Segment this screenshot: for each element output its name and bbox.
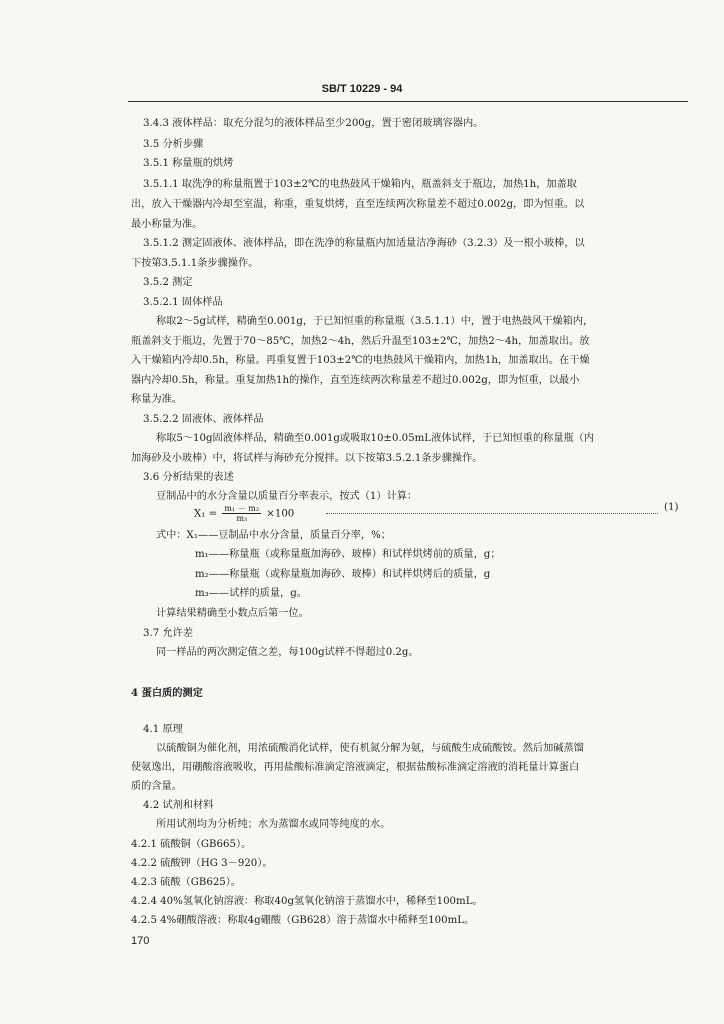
text-line: 式中：X₁——豆制品中水分含量，质量百分率，%； <box>156 530 391 541</box>
formula-tail: ×100 <box>266 508 295 520</box>
text-line: m₁——称量瓶（或称量瓶加海砂、玻棒）和试样烘烤前的质量，g； <box>195 549 501 560</box>
formula-fraction <box>222 504 261 523</box>
standard-code-header: SB/T 10229 - 94 <box>321 83 403 95</box>
formula-lhs: X₁ = <box>194 508 218 520</box>
page-number: 170 <box>131 935 150 947</box>
section-heading: 4.1 原理 <box>143 724 183 735</box>
text-line: 3.5.1.1 取洗净的称量瓶置于103±2℃的电热鼓风干燥箱内，瓶盖斜支于瓶边，加热1h，加盖取 <box>143 179 577 190</box>
text-line: 器内冷却0.5h，称量。重复加热1h的操作，直至连续两次称量差不超过0.002g，即为恒重，以最小 <box>131 375 580 386</box>
text-line: m₃——试样的质量，g。 <box>195 588 307 599</box>
text-line: 豆制品中的水分含量以质量百分率表示，按式（1）计算： <box>156 491 418 502</box>
section-heading: 3.5.2 测定 <box>143 277 193 288</box>
text-line: 瓶盖斜支于瓶边，先置于70～85℃，加热2～4h，然后升温至103±2℃，加热2～4h，加盖取出。放 <box>131 336 590 347</box>
text-line: 使氨逸出，用硼酸溶液吸收，再用盐酸标准滴定溶液滴定，根据盐酸标准滴定溶液的消耗量计算蛋白 <box>131 762 580 773</box>
text-line: 最小称量为准。 <box>131 219 203 230</box>
section-heading: 3.7 允许差 <box>143 628 194 639</box>
text-line: 计算结果精确至小数点后第一位。 <box>156 608 309 619</box>
text-line: 4.2.2 硫酸钾（HG 3－920）。 <box>131 858 273 869</box>
header-rule <box>128 101 688 102</box>
section-heading: 4.2 试剂和材料 <box>143 800 214 811</box>
text-line: 3.4.3 液体样品：取充分混匀的液体样品至少200g，置于密闭玻璃容器内。 <box>143 118 484 129</box>
equation-number: (1) <box>664 502 679 513</box>
text-line: 称量为准。 <box>131 394 182 405</box>
section-heading: 3.5.2.2 固液体、液体样品 <box>143 414 264 425</box>
moisture-formula <box>194 504 294 523</box>
text-line: 加海砂及小玻棒）中，将试样与海砂充分搅拌。以下按第3.5.2.1条步骤操作。 <box>131 453 483 464</box>
section-heading: 3.5 分析步骤 <box>143 139 204 150</box>
text-line: 所用试剂均为分析纯；水为蒸馏水或同等纯度的水。 <box>156 819 391 830</box>
section-heading: 3.5.2.1 固体样品 <box>143 297 223 308</box>
section-heading: 3.5.1 称量瓶的烘烤 <box>143 158 234 169</box>
formula-leader-dots <box>326 504 658 514</box>
section-heading: 3.6 分析结果的表述 <box>143 472 234 483</box>
text-line: m₂——称量瓶（或称量瓶加海砂、玻棒）和试样烘烤后的质量，g <box>195 569 491 580</box>
text-line: 4.2.3 硫酸（GB625）。 <box>131 877 242 888</box>
formula-numerator: m₁ － m₂ <box>224 504 260 513</box>
text-line: 3.5.1.2 测定固液体、液体样品，即在洗净的称量瓶内加适量洁净海砂（3.2.3）及一根小玻棒，以 <box>143 238 585 249</box>
text-line: 入干燥箱内冷却0.5h，称量。再重复置于103±2℃的电热鼓风干燥箱内，加热1h，加盖取出。在干燥 <box>131 355 590 366</box>
formula-denominator: m₃ <box>236 514 248 523</box>
chapter-heading: 4 蛋白质的测定 <box>131 687 203 699</box>
text-line: 称取2～5g试样，精确至0.001g，于已知恒重的称量瓶（3.5.1.1）中，置于电热鼓风干燥箱内， <box>156 316 594 327</box>
text-line: 质的含量。 <box>131 781 182 792</box>
text-line: 4.2.5 4%硼酸溶液：称取4g硼酸（GB628）溶于蒸馏水中稀释至100mL。 <box>131 915 475 926</box>
text-line: 同一样品的两次测定值之差，每100g试样不得超过0.2g。 <box>156 647 419 658</box>
text-line: 下按第3.5.1.1条步骤操作。 <box>131 258 259 269</box>
text-line: 4.2.4 40%氢氧化钠溶液：称取40g氢氧化钠溶于蒸馏水中，稀释至100mL。 <box>131 896 483 907</box>
text-line: 4.2.1 硫酸铜（GB665）。 <box>131 839 252 850</box>
text-line: 称取5～10g固液体样品，精确至0.001g或吸取10±0.05mL液体试样，于已知恒重的称量瓶（内 <box>156 433 595 444</box>
text-line: 出，放入干燥器内冷却至室温，称重，重复烘烤，直至连续两次称量差不超过0.002g，即为恒重。以 <box>131 199 585 210</box>
text-line: 以硫酸铜为催化剂，用浓硫酸消化试样，使有机氮分解为氨，与硫酸生成硫酸铵。然后加碱蒸馏 <box>156 743 584 754</box>
